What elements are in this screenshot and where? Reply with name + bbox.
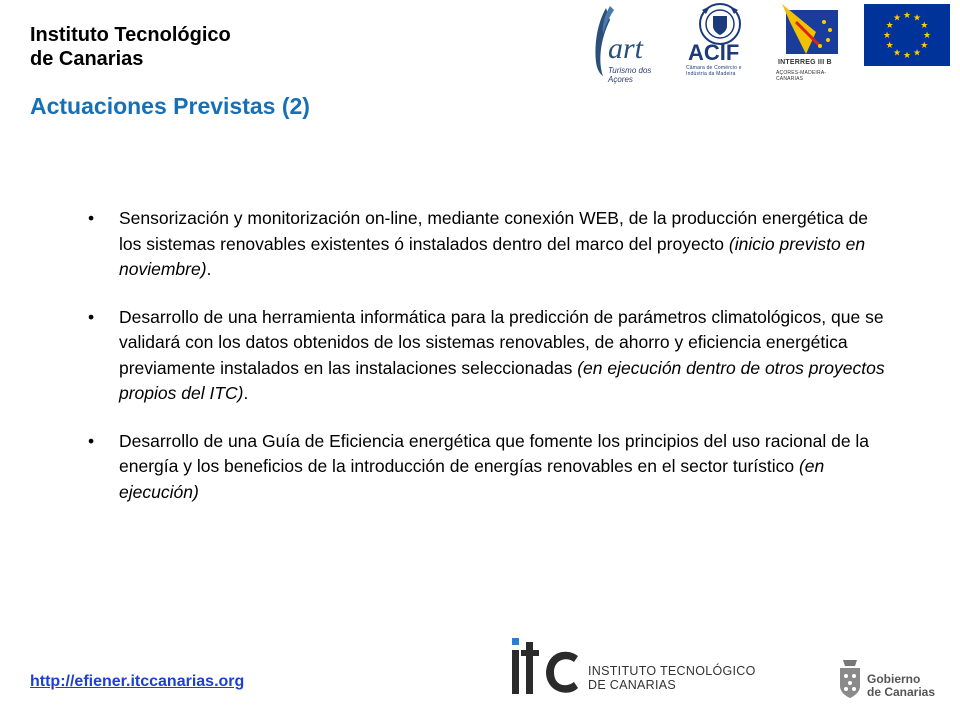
list-item [88,429,888,506]
interreg-emblem-icon [776,2,846,58]
acif-logo [680,2,760,80]
itc-logo [508,636,588,703]
org-line-2: de Canarias [30,48,144,70]
itc-line-1: INSTITUTO TECNOLÓGICO [588,664,756,678]
organization-name [30,23,290,71]
bullet-dot: • [88,430,95,451]
eu-star-icon: ★ [892,47,902,58]
bullet-text: Desarrollo de una herramienta informática para la predicción de parámetros climatológicos, que se validará con los datos obtenidos de los sistemas renovables, de ahorro y eficiencia energética previamente instalados en las instalaciones seleccionadas [119,306,884,378]
bullet-note: (en ejecución dentro de otros proyectos propios del ITC) [119,357,885,403]
interreg-logo [776,2,846,80]
acif-wordmark: ACIF [688,40,740,65]
bullet-dot: • [88,208,95,228]
eu-star-icon: ★ [885,40,894,50]
art-logo [570,2,670,84]
list-item [88,206,888,283]
interreg-subtitle: AÇORES-MADEIRA-CANARIAS [776,70,827,82]
eu-star-icon: ★ [882,30,892,40]
gobierno-name [867,673,935,699]
eu-star-icon: ★ [902,50,912,60]
bullet-dot: • [88,306,95,327]
acif-subtitle: Câmara de Comércio e Indústria da Madeira [686,65,742,77]
website-link[interactable]: http://efiener.itccanarias.org [30,673,245,690]
bullet-tail: . [243,383,249,403]
itc-wordmark-icon [508,636,588,698]
eu-star-icon: ★ [885,20,894,30]
itc-name [588,664,756,692]
eu-star-icon: ★ [912,12,922,23]
art-subtitle: Turismo dos Açores [608,66,652,84]
eu-star-icon: ★ [920,20,929,30]
page-title: Actuaciones Previstas (2) [30,93,310,119]
eu-star-icon: ★ [902,10,912,20]
eu-flag [864,4,950,71]
eu-star-icon: ★ [912,47,922,58]
bullet-note: (en ejecución) [119,456,825,502]
art-wordmark: art [608,32,644,65]
interreg-label: INTERREG III B [778,59,832,66]
list-item [88,305,888,407]
gob-line-2: de Canarias [867,685,936,699]
eu-star-icon: ★ [892,12,902,23]
eu-star-icon: ★ [922,30,932,40]
bullet-note: (inicio previsto en noviembre) [119,233,866,279]
bullet-tail: . [206,259,212,279]
bullet-list [88,206,888,527]
canarias-crest-icon [835,656,865,702]
eu-star-icon: ★ [920,40,929,50]
gob-line-1: Gobierno [867,672,921,686]
gobierno-logo [835,656,865,707]
eu-flag-icon [864,4,950,66]
bullet-text: Sensorización y monitorización on-line, mediante conexión WEB, de la producción energética de los sistemas renovables existentes ó instalados dentro del marco del proyecto [119,208,869,254]
org-line-1: Instituto Tecnológico [30,24,231,46]
itc-line-2: DE CANARIAS [588,678,677,692]
bullet-text: Desarrollo de una Guía de Eficiencia energética que fomente los principios del uso racional de la energía y los beneficios de la introducción de energías renovables en el sector turístico [119,430,870,476]
